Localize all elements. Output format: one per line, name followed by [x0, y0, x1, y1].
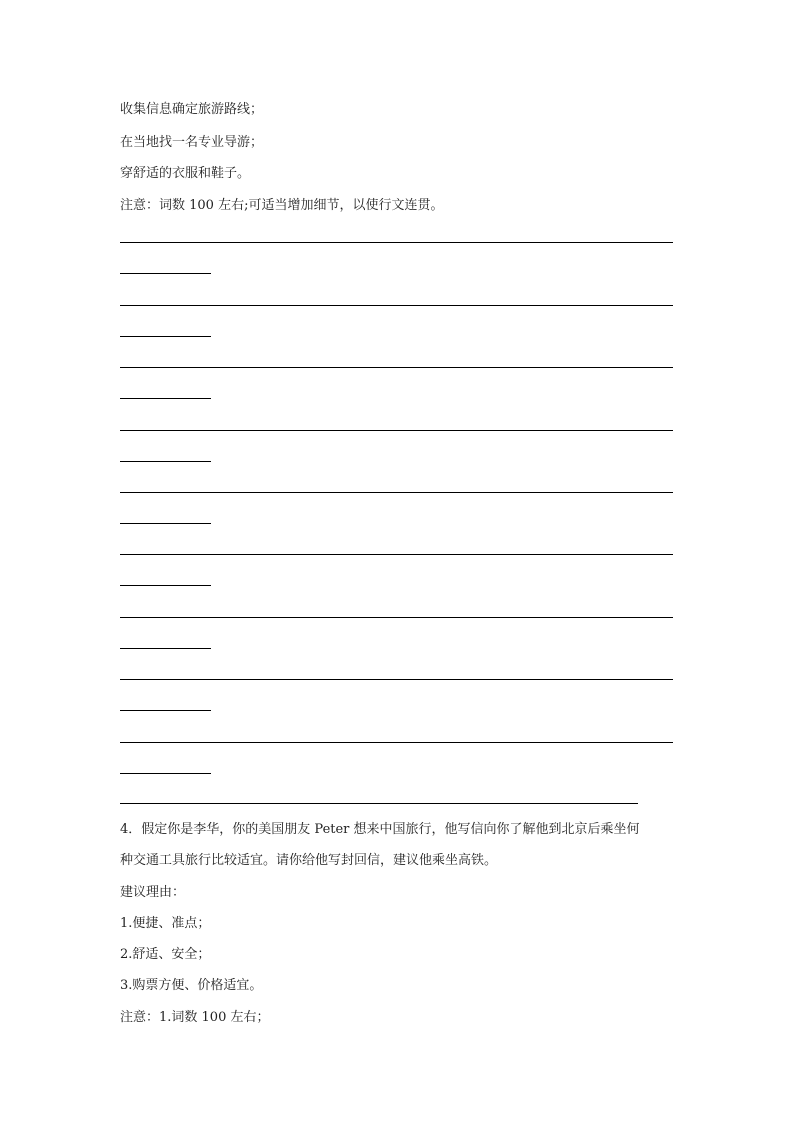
question-4-reason-2: 2.舒适、安全；: [120, 947, 211, 962]
writing-line-short: [120, 648, 211, 649]
writing-line: [120, 430, 673, 431]
writing-line: [120, 242, 673, 243]
writing-line: [120, 554, 673, 555]
question-4-note: 注意：1.词数 100 左右；: [120, 1010, 270, 1025]
writing-line: [120, 742, 673, 743]
instruction-line-route: 收集信息确定旅游路线；: [120, 102, 264, 117]
writing-line-short: [120, 273, 211, 274]
writing-line-short: [120, 398, 211, 399]
writing-line-short: [120, 523, 211, 524]
writing-line-short: [120, 336, 211, 337]
question-4-reason-1: 1.便捷、准点；: [120, 916, 211, 931]
writing-line: [120, 367, 673, 368]
writing-line-final: [120, 803, 638, 804]
writing-line: [120, 492, 673, 493]
question-4-reason-3: 3.购票方便、价格适宜。: [120, 978, 263, 993]
question-4-prompt-line1: 4．假定你是李华，你的美国朋友 Peter 想来中国旅行，他写信向你了解他到北京后乘坐何: [120, 822, 640, 837]
writing-line: [120, 617, 673, 618]
question-4-prompt-line2: 种交通工具旅行比较适宜。请你给他写封回信，建议他乘坐高铁。: [120, 853, 498, 868]
instruction-line-guide: 在当地找一名专业导游；: [120, 135, 264, 150]
writing-line-short: [120, 773, 211, 774]
writing-line: [120, 679, 673, 680]
writing-line-short: [120, 585, 211, 586]
instruction-note: 注意：词数 100 左右;可适当增加细节，以使行文连贯。: [120, 198, 444, 213]
writing-line: [120, 305, 673, 306]
writing-line-short: [120, 461, 211, 462]
writing-line-short: [120, 710, 211, 711]
instruction-line-clothes: 穿舒适的衣服和鞋子。: [120, 166, 251, 181]
question-4-reasons-heading: 建议理由：: [120, 885, 186, 900]
